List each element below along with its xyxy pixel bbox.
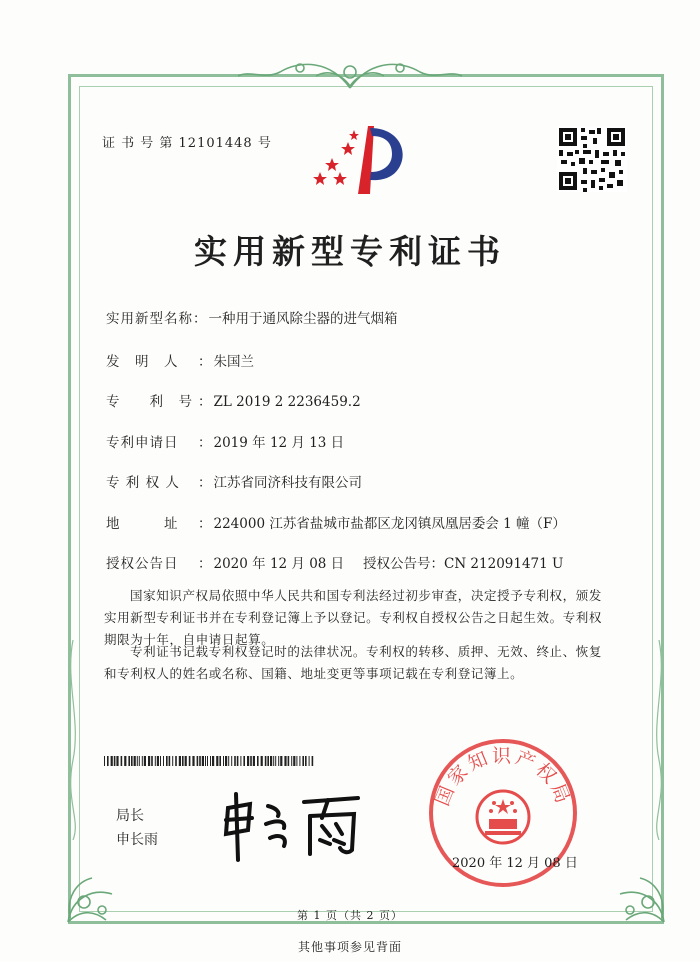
paragraph-legal-status: 专利证书记载专利权登记时的法律状况。专利权的转移、质押、无效、终止、恢复和专利权人的姓名或名称、国籍、地址变更等事项记载在专利登记簿上。 <box>104 644 602 681</box>
label-address: 地 址 <box>106 516 179 532</box>
value-grant-no: CN 212091471 U <box>444 556 564 572</box>
certificate-title: 实用新型专利证书 <box>194 232 506 271</box>
back-note: 其他事项参见背面 <box>297 940 402 954</box>
label-grant-date: 授权公告日 <box>106 556 179 572</box>
row-grant-date: 授权公告日 ： 2020 年 12 月 08 日 <box>106 552 344 572</box>
label-grant-no: 授权公告号 <box>363 556 431 572</box>
national-emblem <box>477 791 529 843</box>
value-filing-date: 2019 年 12 月 13 日 <box>213 435 345 451</box>
value-patent-no: ZL 2019 2 2236459.2 <box>213 394 361 410</box>
side-ornament-left <box>63 640 83 840</box>
row-patent-no: 专 利 号 ： ZL 2019 2 2236459.2 <box>106 390 361 410</box>
label-filing-date: 专利申请日 <box>106 435 179 451</box>
row-utility-model-name: 实用新型名称： 一种用于通风除尘器的进气烟箱 <box>106 307 398 327</box>
page-number: 第 1 页（共 2 页） <box>297 909 403 922</box>
seal-text: 国家知识产权局 <box>431 745 575 810</box>
row-filing-date: 专利申请日 ： 2019 年 12 月 13 日 <box>106 431 344 451</box>
seal-date: 2020 年 12 月 08 日 <box>452 856 578 871</box>
signatory-title: 局长 <box>116 808 144 824</box>
signatory-name: 申长雨 <box>116 832 158 848</box>
row-address: 地 址 ： 224000 江苏省盐城市盐都区龙冈镇凤凰居委会 1 幢（F） <box>106 512 566 532</box>
qr-code <box>557 126 627 192</box>
signature <box>218 790 368 862</box>
barcode <box>104 756 314 766</box>
row-patentee: 专 利 权 人 ： 江苏省同济科技有限公司 <box>106 471 362 491</box>
row-grant-no: 授权公告号：CN 212091471 U <box>363 556 564 572</box>
value-grant-date: 2020 年 12 月 08 日 <box>213 556 345 572</box>
row-inventor: 发 明 人 ： 朱国兰 <box>106 350 254 370</box>
paragraph-grant-statement: 国家知识产权局依照中华人民共和国专利法经过初步审查，决定授予专利权，颁发实用新型专利证书并在专利登记簿上予以登记。专利权自授权公告之日起生效。专利权期限为十年，自申请日起算。 <box>104 588 602 647</box>
value-utility-model-name: 一种用于通风除尘器的进气烟箱 <box>208 311 398 327</box>
label-patentee: 专 利 权 人 <box>106 475 180 491</box>
value-patentee: 江苏省同济科技有限公司 <box>213 475 362 491</box>
label-patent-no: 专 利 号 <box>106 394 193 410</box>
value-inventor: 朱国兰 <box>213 354 254 370</box>
label-utility-model-name: 实用新型名称 <box>106 311 193 327</box>
side-ornament-right <box>649 640 669 840</box>
label-inventor: 发 明 人 <box>106 354 179 370</box>
patent-office-logo <box>308 120 418 198</box>
value-address: 224000 江苏省盐城市盐都区龙冈镇凤凰居委会 1 幢（F） <box>213 516 566 532</box>
certificate-number: 证 书 号 第 12101448 号 <box>102 136 272 151</box>
top-ornament <box>230 58 470 92</box>
